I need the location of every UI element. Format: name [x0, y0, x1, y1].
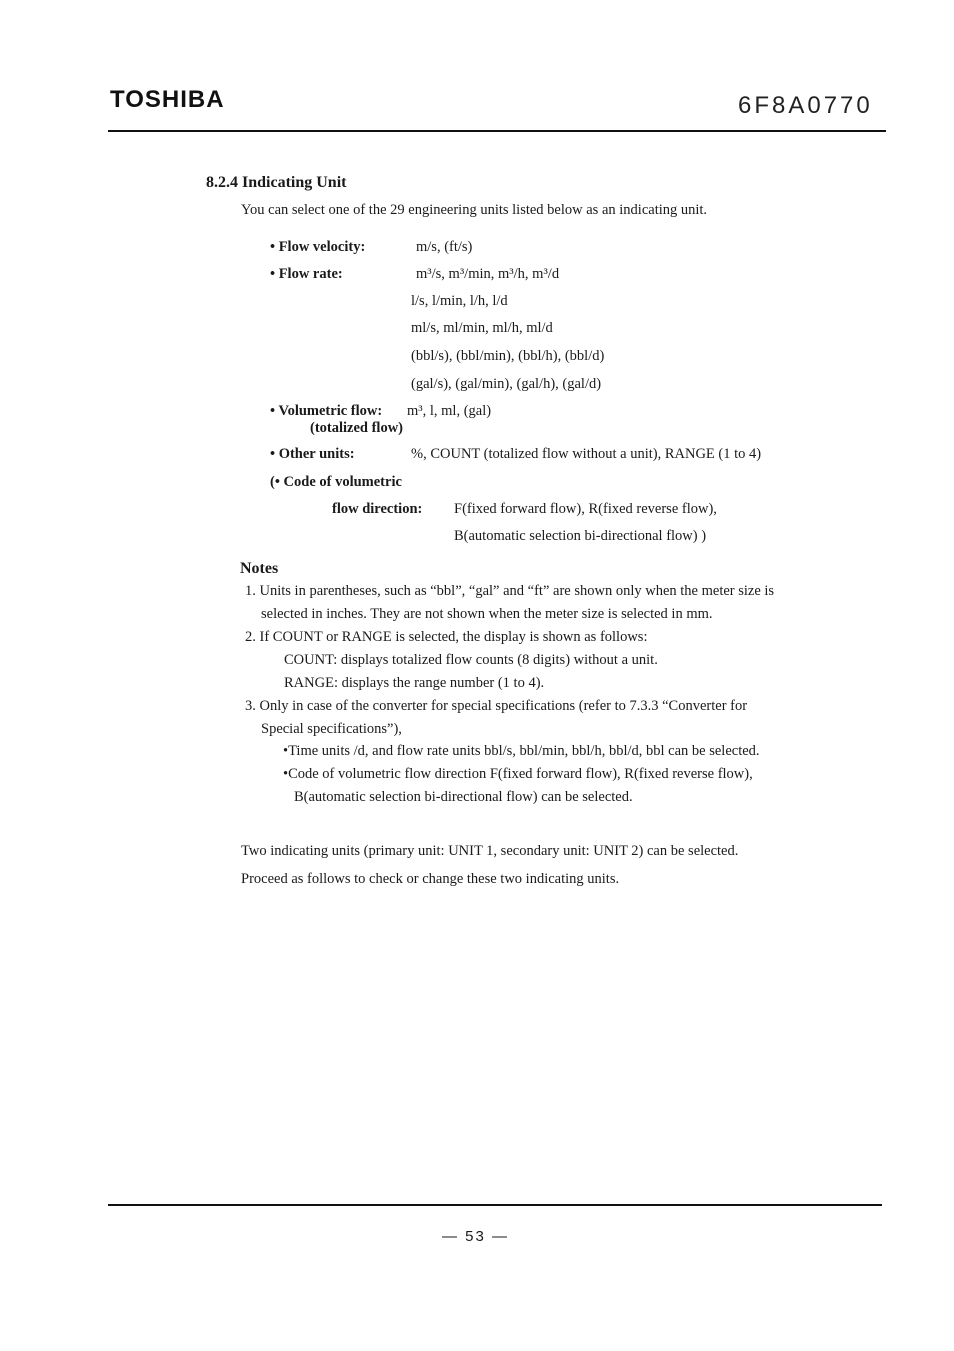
note-3-line-4: •Code of volumetric flow direction F(fixed forward flow), R(fixed reverse flow), — [283, 766, 753, 782]
note-2-line-1: 2. If COUNT or RANGE is selected, the display is shown as follows: — [245, 629, 648, 645]
note-3-line-2: Special specifications”), — [261, 721, 402, 737]
code-value-line-2: B(automatic selection bi-directional flow) ) — [454, 528, 707, 544]
flow-rate-line-1: m³/s, m³/min, m³/h, m³/d — [416, 266, 560, 282]
note-3-line-5: B(automatic selection bi-directional flow) can be selected. — [294, 789, 633, 805]
header-rule — [108, 130, 886, 132]
volumetric-flow-label: • Volumetric flow: — [270, 403, 383, 419]
code-value-line-1: F(fixed forward flow), R(fixed reverse flow), — [454, 501, 717, 517]
section-title: 8.2.4 Indicating Unit — [206, 174, 347, 191]
brand-logo: TOSHIBA — [110, 86, 225, 113]
flow-rate-line-2: l/s, l/min, l/h, l/d — [411, 293, 508, 309]
flow-velocity-value: m/s, (ft/s) — [416, 239, 473, 255]
page-number: — 53 — — [442, 1228, 510, 1245]
closing-line-1: Two indicating units (primary unit: UNIT 1, secondary unit: UNIT 2) can be selected. — [241, 843, 739, 859]
section-intro: You can select one of the 29 engineering units listed below as an indicating unit. — [241, 202, 708, 218]
code-label-line-1: (• Code of volumetric — [270, 474, 402, 490]
volumetric-flow-subtitle: (totalized flow) — [310, 420, 404, 436]
volumetric-flow-value: m³, l, ml, (gal) — [407, 403, 492, 419]
other-units-value: %, COUNT (totalized flow without a unit), RANGE (1 to 4) — [411, 446, 762, 462]
note-3-line-1: 3. Only in case of the converter for special specifications (refer to 7.3.3 “Converter for — [245, 698, 748, 714]
closing-line-2: Proceed as follows to check or change these two indicating units. — [241, 871, 620, 887]
note-1-line-1: 1. Units in parentheses, such as “bbl”, “gal” and “ft” are shown only when the meter size is — [245, 583, 775, 599]
note-3-line-3: •Time units /d, and flow rate units bbl/s, bbl/min, bbl/h, bbl/d, bbl can be selected. — [283, 743, 760, 759]
flow-rate-label: • Flow rate: — [270, 266, 343, 282]
other-units-label: • Other units: — [270, 446, 355, 462]
note-2-line-2: COUNT: displays totalized flow counts (8 digits) without a unit. — [284, 652, 658, 668]
flow-velocity-label: • Flow velocity: — [270, 239, 366, 255]
notes-title: Notes — [240, 560, 279, 577]
footer-rule — [108, 1204, 882, 1206]
note-2-line-3: RANGE: displays the range number (1 to 4). — [284, 675, 545, 691]
note-1-line-2: selected in inches. They are not shown when the meter size is selected in mm. — [261, 606, 713, 622]
document-number: 6F8A0770 — [738, 92, 873, 119]
flow-rate-line-4: (bbl/s), (bbl/min), (bbl/h), (bbl/d) — [411, 348, 605, 364]
code-label-line-2: flow direction: — [332, 501, 423, 517]
flow-rate-line-5: (gal/s), (gal/min), (gal/h), (gal/d) — [411, 376, 602, 392]
flow-rate-line-3: ml/s, ml/min, ml/h, ml/d — [411, 320, 553, 336]
